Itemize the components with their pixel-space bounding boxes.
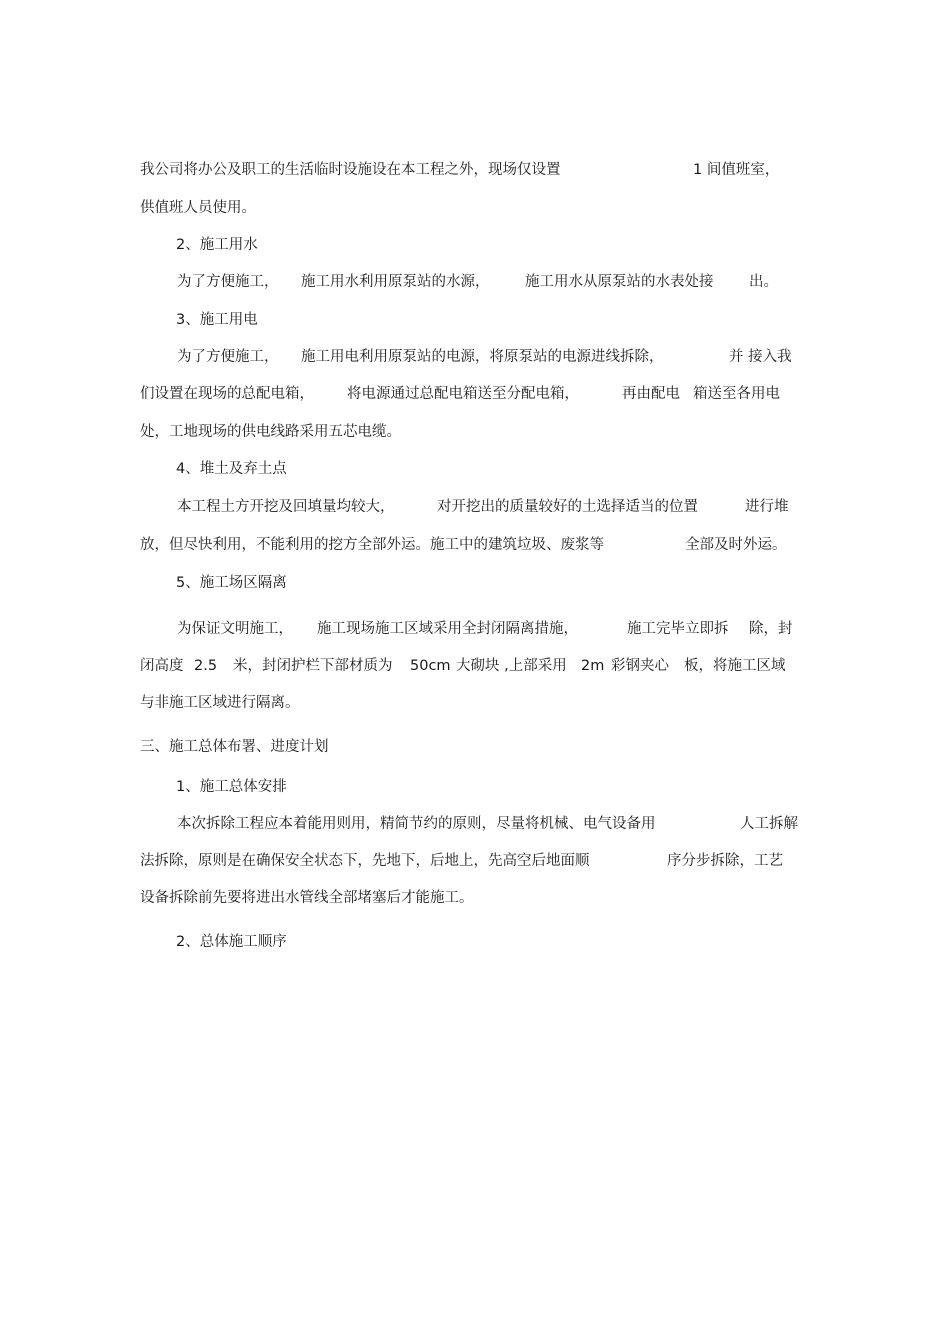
paragraph-line xyxy=(0,814,950,834)
text-run: 对开挖出的质量较好的土选择适当的位置 xyxy=(437,499,698,515)
text-run: 施工用电利用原泵站的电源，将原泵站的电源进线拆除， xyxy=(301,349,664,365)
paragraph-line xyxy=(0,888,950,908)
section-heading xyxy=(0,573,950,593)
text-run: 50cm xyxy=(410,658,451,674)
paragraph-line xyxy=(0,619,950,639)
text-run: 全部及时外运。 xyxy=(685,537,787,553)
text-run: 再由配电 xyxy=(622,386,680,402)
text-run: 并 接入我 xyxy=(729,349,792,365)
text-run: 设备拆除前先要将进出水管线全部堵塞后才能施工。 xyxy=(140,890,474,906)
text-run: 们设置在现场的总配电箱， xyxy=(140,386,314,402)
text-run: 大砌块 ,上部采用 xyxy=(456,658,567,674)
paragraph-line xyxy=(0,272,950,292)
text-run: 将电源通过总配电箱送至分配电箱， xyxy=(347,386,579,402)
text-run: 我公司将办公及职工的生活临时设施设在本工程之外，现场仅设置 xyxy=(140,162,561,178)
text-run: 闭高度 xyxy=(140,658,184,674)
text-run: 施工用水利用原泵站的水源， xyxy=(301,274,490,290)
text-run: 除，封 xyxy=(749,621,793,637)
text-run: 进行堆 xyxy=(745,499,789,515)
text-run: 2m xyxy=(581,658,605,674)
paragraph-line xyxy=(0,693,950,713)
text-run: 为保证文明施工， xyxy=(177,621,293,637)
paragraph-line xyxy=(0,656,950,676)
heading-text: 4、堆土及弃土点 xyxy=(176,461,287,477)
text-run: 板，将施工区域 xyxy=(684,658,786,674)
paragraph-line xyxy=(0,535,950,555)
text-run: 箱送至各用电 xyxy=(693,386,780,402)
text-run: 为了方便施工， xyxy=(177,274,279,290)
text-run: 出。 xyxy=(749,274,778,290)
chapter-heading xyxy=(0,737,950,757)
text-run: 施工用水从原泵站的水表处接 xyxy=(525,274,714,290)
paragraph-line xyxy=(0,851,950,871)
heading-text: 2、施工用水 xyxy=(176,237,258,253)
text-run: 彩钢夹心 xyxy=(611,658,669,674)
text-run: 人工拆解 xyxy=(740,816,798,832)
text-run: 序分步拆除，工艺 xyxy=(667,853,783,869)
heading-text: 三、施工总体布署、进度计划 xyxy=(140,739,329,755)
text-run: 米，封闭护栏下部材质为 xyxy=(233,658,393,674)
paragraph-line xyxy=(0,198,950,218)
heading-text: 3、施工用电 xyxy=(176,312,258,328)
section-heading xyxy=(0,932,950,952)
text-run: 处，工地现场的供电线路采用五芯电缆。 xyxy=(140,424,401,440)
section-heading xyxy=(0,235,950,255)
text-run: 本工程土方开挖及回填量均较大， xyxy=(177,499,395,515)
paragraph-line xyxy=(0,384,950,404)
section-heading xyxy=(0,777,950,797)
section-heading xyxy=(0,459,950,479)
paragraph-line xyxy=(0,160,950,180)
heading-text: 5、施工场区隔离 xyxy=(176,575,287,591)
text-run: 2.5 xyxy=(194,658,218,674)
paragraph-line xyxy=(0,422,950,442)
text-run: 施工现场施工区域采用全封闭隔离措施， xyxy=(317,621,578,637)
text-run: 放，但尽快利用，不能利用的挖方全部外运。施工中的建筑垃圾、废浆等 xyxy=(140,537,604,553)
text-run: 供值班人员使用。 xyxy=(140,200,256,216)
text-run: 1 间值班室， xyxy=(693,162,780,178)
heading-text: 2、总体施工顺序 xyxy=(176,934,287,950)
text-run: 法拆除，原则是在确保安全状态下，先地下，后地上，先高空后地面顺 xyxy=(140,853,590,869)
paragraph-line xyxy=(0,347,950,367)
section-heading xyxy=(0,310,950,330)
paragraph-line xyxy=(0,497,950,517)
text-run: 为了方便施工， xyxy=(177,349,279,365)
text-run: 施工完毕立即拆 xyxy=(627,621,729,637)
heading-text: 1、施工总体安排 xyxy=(176,779,287,795)
text-run: 本次拆除工程应本着能用则用，精简节约的原则，尽量将机械、电气设备用 xyxy=(177,816,656,832)
text-run: 与非施工区域进行隔离。 xyxy=(140,695,300,711)
